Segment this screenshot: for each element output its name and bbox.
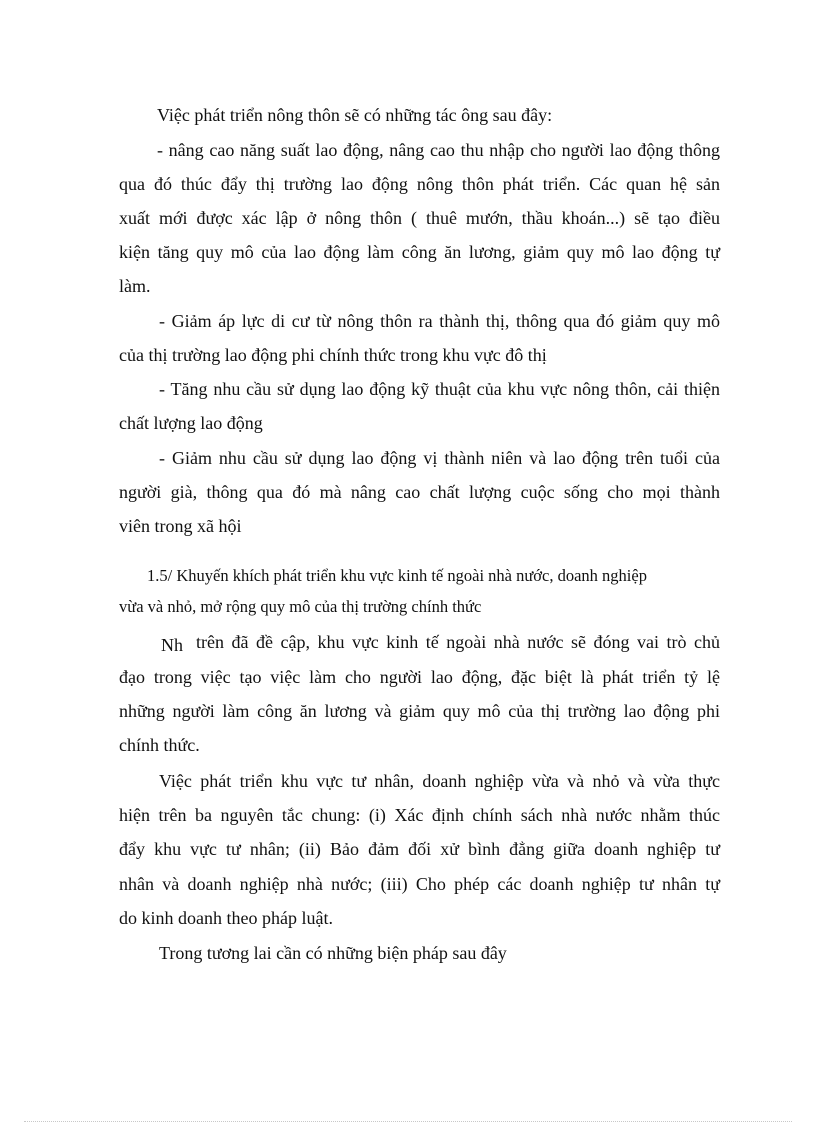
paragraph-5-line-3: viên trong xã hội [119,516,242,536]
paragraph-8-line-1: Trong tương lai cần có những biện pháp sau đây [159,943,507,963]
paragraph-2-line-3: xuất mới được xác lập ở nông thôn ( thuê mướn, thầu khoán...) sẽ tạo điều [119,208,720,228]
paragraph-5-line-2: người già, thông qua đó mà nâng cao chất lượng cuộc sống cho mọi thành [119,482,720,502]
paragraph-5-line-1: - Giảm nhu cầu sử dụng lao động vị thành niên và lao động trên tuổi của [159,448,720,468]
paragraph-2-line-5: làm. [119,276,151,296]
page-bottom-rule [24,1121,792,1122]
paragraph-4-line-2: chất lượng lao động [119,413,263,433]
paragraph-7-line-2: hiện trên ba nguyên tắc chung: (i) Xác định chính sách nhà nước nhằm thúc [119,805,720,825]
paragraph-7-line-4: nhân và doanh nghiệp nhà nước; (iii) Cho phép các doanh nghiệp tư nhân tự [119,874,720,894]
paragraph-6-line-2: đạo trong việc tạo việc làm cho người lao động, đặc biệt là phát triển tỷ lệ [119,667,720,687]
section-heading-line-1: 1.5/ Khuyến khích phát triển khu vực kinh tế ngoài nhà nước, doanh nghiệp [147,566,647,585]
paragraph-6-line-1-start: Nh [161,635,183,655]
paragraph-2-line-1: - nâng cao năng suất lao động, nâng cao thu nhập cho người lao động thông [157,140,720,160]
paragraph-4-line-1: - Tăng nhu cầu sử dụng lao động kỹ thuật của khu vực nông thôn, cải thiện [159,379,720,399]
section-heading-line-2: vừa và nhỏ, mở rộng quy mô của thị trường chính thức [119,597,482,616]
paragraph-2-line-4: kiện tăng quy mô của lao động làm công ăn lương, giảm quy mô lao động tự [119,242,720,262]
paragraph-3-line-1: - Giảm áp lực di cư từ nông thôn ra thành thị, thông qua đó giảm quy mô [159,311,720,331]
paragraph-6-line-4: chính thức. [119,735,200,755]
paragraph-7-line-3: đẩy khu vực tư nhân; (ii) Bảo đảm đối xử bình đẳng giữa doanh nghiệp tư [119,839,720,859]
paragraph-6-line-3: những người làm công ăn lương và giảm quy mô của thị trường lao động phi [119,701,720,721]
paragraph-2-line-2: qua đó thúc đẩy thị trường lao động nông thôn phát triển. Các quan hệ sản [119,174,720,194]
paragraph-1-line-1: Việc phát triển nông thôn sẽ có những tác ông sau đây: [157,105,553,125]
paragraph-7-line-1: Việc phát triển khu vực tư nhân, doanh nghiệp vừa và nhỏ và vừa thực [159,771,720,791]
paragraph-3-line-2: của thị trường lao động phi chính thức trong khu vực đô thị [119,345,547,365]
paragraph-7-line-5: do kinh doanh theo pháp luật. [119,908,333,928]
paragraph-6-line-1-rest: trên đã đề cập, khu vực kinh tế ngoài nhà nước sẽ đóng vai trò chủ [196,632,720,652]
